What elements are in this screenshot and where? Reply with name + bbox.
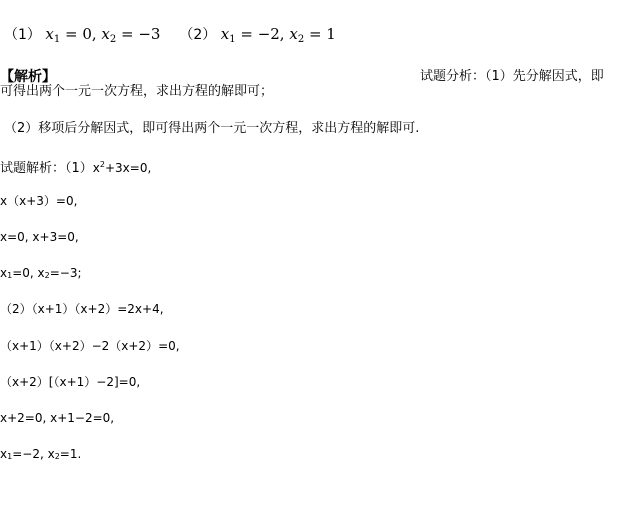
solution-step-2: x=0, x+3=0, xyxy=(0,230,79,244)
answer-part1-label: （1） xyxy=(4,27,41,43)
solution-step-5: （x+1）（x+2）−2（x+2）=0, xyxy=(0,339,180,353)
analysis-part2: （2）移项后分解因式，即可得出两个一元一次方程，求出方程的解即可. xyxy=(4,121,420,136)
solution-step-1: x（x+3）=0, xyxy=(0,194,78,208)
analysis-heading: 【解析】 xyxy=(0,69,56,85)
solution-step-8: $x_1=-2$, $x_2=1$. xyxy=(0,447,82,461)
solution-title: 试题解析：（1） xyxy=(0,161,93,176)
solution-step-3: $x_1=0$, $x_2=-3$; xyxy=(0,266,82,280)
solution-step-7: x+2=0, x+1−2=0, xyxy=(0,411,115,425)
solution-step-6: （x+2）[（x+1）−2]=0, xyxy=(0,375,141,389)
final-answer xyxy=(4,26,336,48)
answer-part2-math: $x_1 = -2$, $x_2 = 1$ xyxy=(220,25,336,45)
answer-part1-math: $x_1 = 0$, $x_2 = -3$ xyxy=(45,25,161,45)
answer-part2-label: （2） xyxy=(179,27,217,43)
solution-step-4: （2）（x+1）（x+2）=2x+4, xyxy=(0,302,164,316)
analysis-part1-continuation: 可得出两个一元一次方程，求出方程的解即可； xyxy=(0,84,274,99)
solution-eq1: 试题解析：$(1)x^2+3x=0$, xyxy=(0,160,152,176)
analysis-part1-start: 试题分析：（1）先分解因式，即 xyxy=(420,69,604,84)
